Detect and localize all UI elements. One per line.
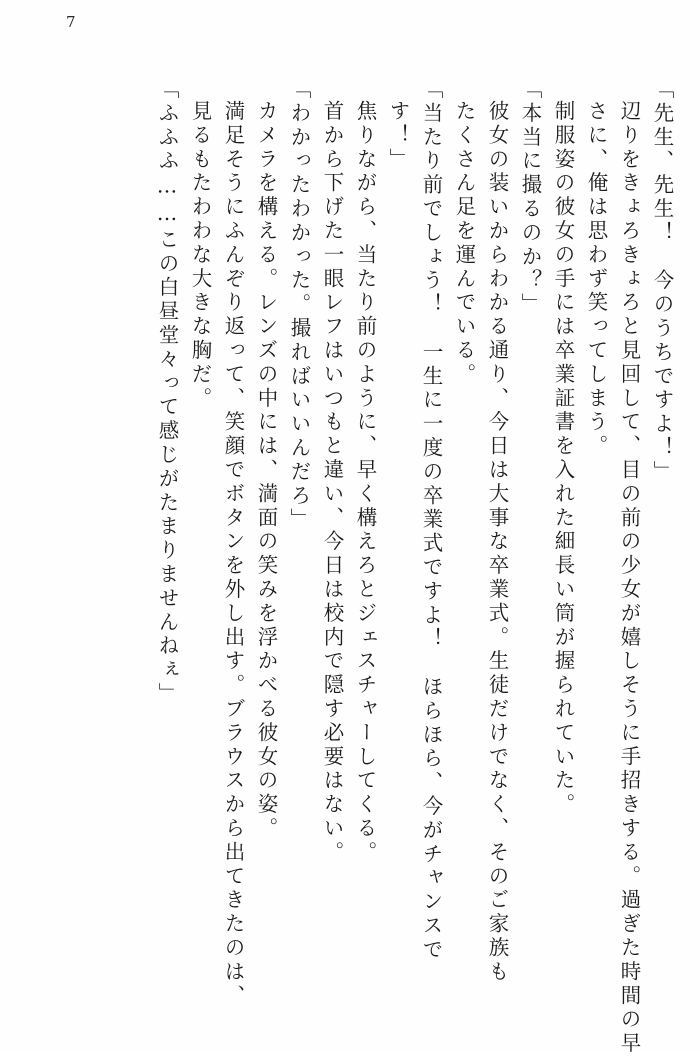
text-line: 「ふふふ……この白昼堂々って感じがたまりませんねぇ」 [155,78,179,707]
text-line: 満足そうにふんぞり返って、笑顔でボタンを外し出す。ブラウスから出てきたのは、 [221,100,245,1009]
text-line: 「わかったわかった。撮ればいいんだろ」 [287,78,311,533]
text-line: 焦りながら、当たり前のように、早く構えろとジェスチャーしてくる。 [353,100,377,865]
text-line: 首から下げた一眼レフはいつもと違い、今日は校内で隠す必要はない。 [320,100,344,865]
text-line: 「先生、先生！ 今のうちですよ！」 [650,78,674,485]
text-line: 辺りをきょろきょろと見回して、目の前の少女が嬉しそうに手招きする。過ぎた時間の早 [617,100,641,1056]
text-line: カメラを構える。レンズの中には、満面の笑みを浮かべる彼女の姿。 [254,100,278,841]
text-line: たくさん足を運んでいる。 [452,100,476,387]
text-line: 「本当に撮るのか？」 [518,78,542,317]
vertical-text-body [30,78,674,1056]
text-line: 「当たり前でしょう！ 一生に一度の卒業式ですよ！ ほらほら、今がチャンスで [419,78,443,963]
text-line: 彼女の装いからわかる通り、今日は大事な卒業式。生徒だけでなく、そのご家族も [485,100,509,985]
text-line: 制服姿の彼女の手には卒業証書を入れた細長い筒が握られていた。 [551,100,575,817]
text-line: す！」 [386,100,410,172]
page-number: 7 [66,13,76,31]
text-line: さに、俺は思わず笑ってしまう。 [584,100,608,459]
text-line: 見るもたわわな大きな胸だ。 [188,100,212,411]
